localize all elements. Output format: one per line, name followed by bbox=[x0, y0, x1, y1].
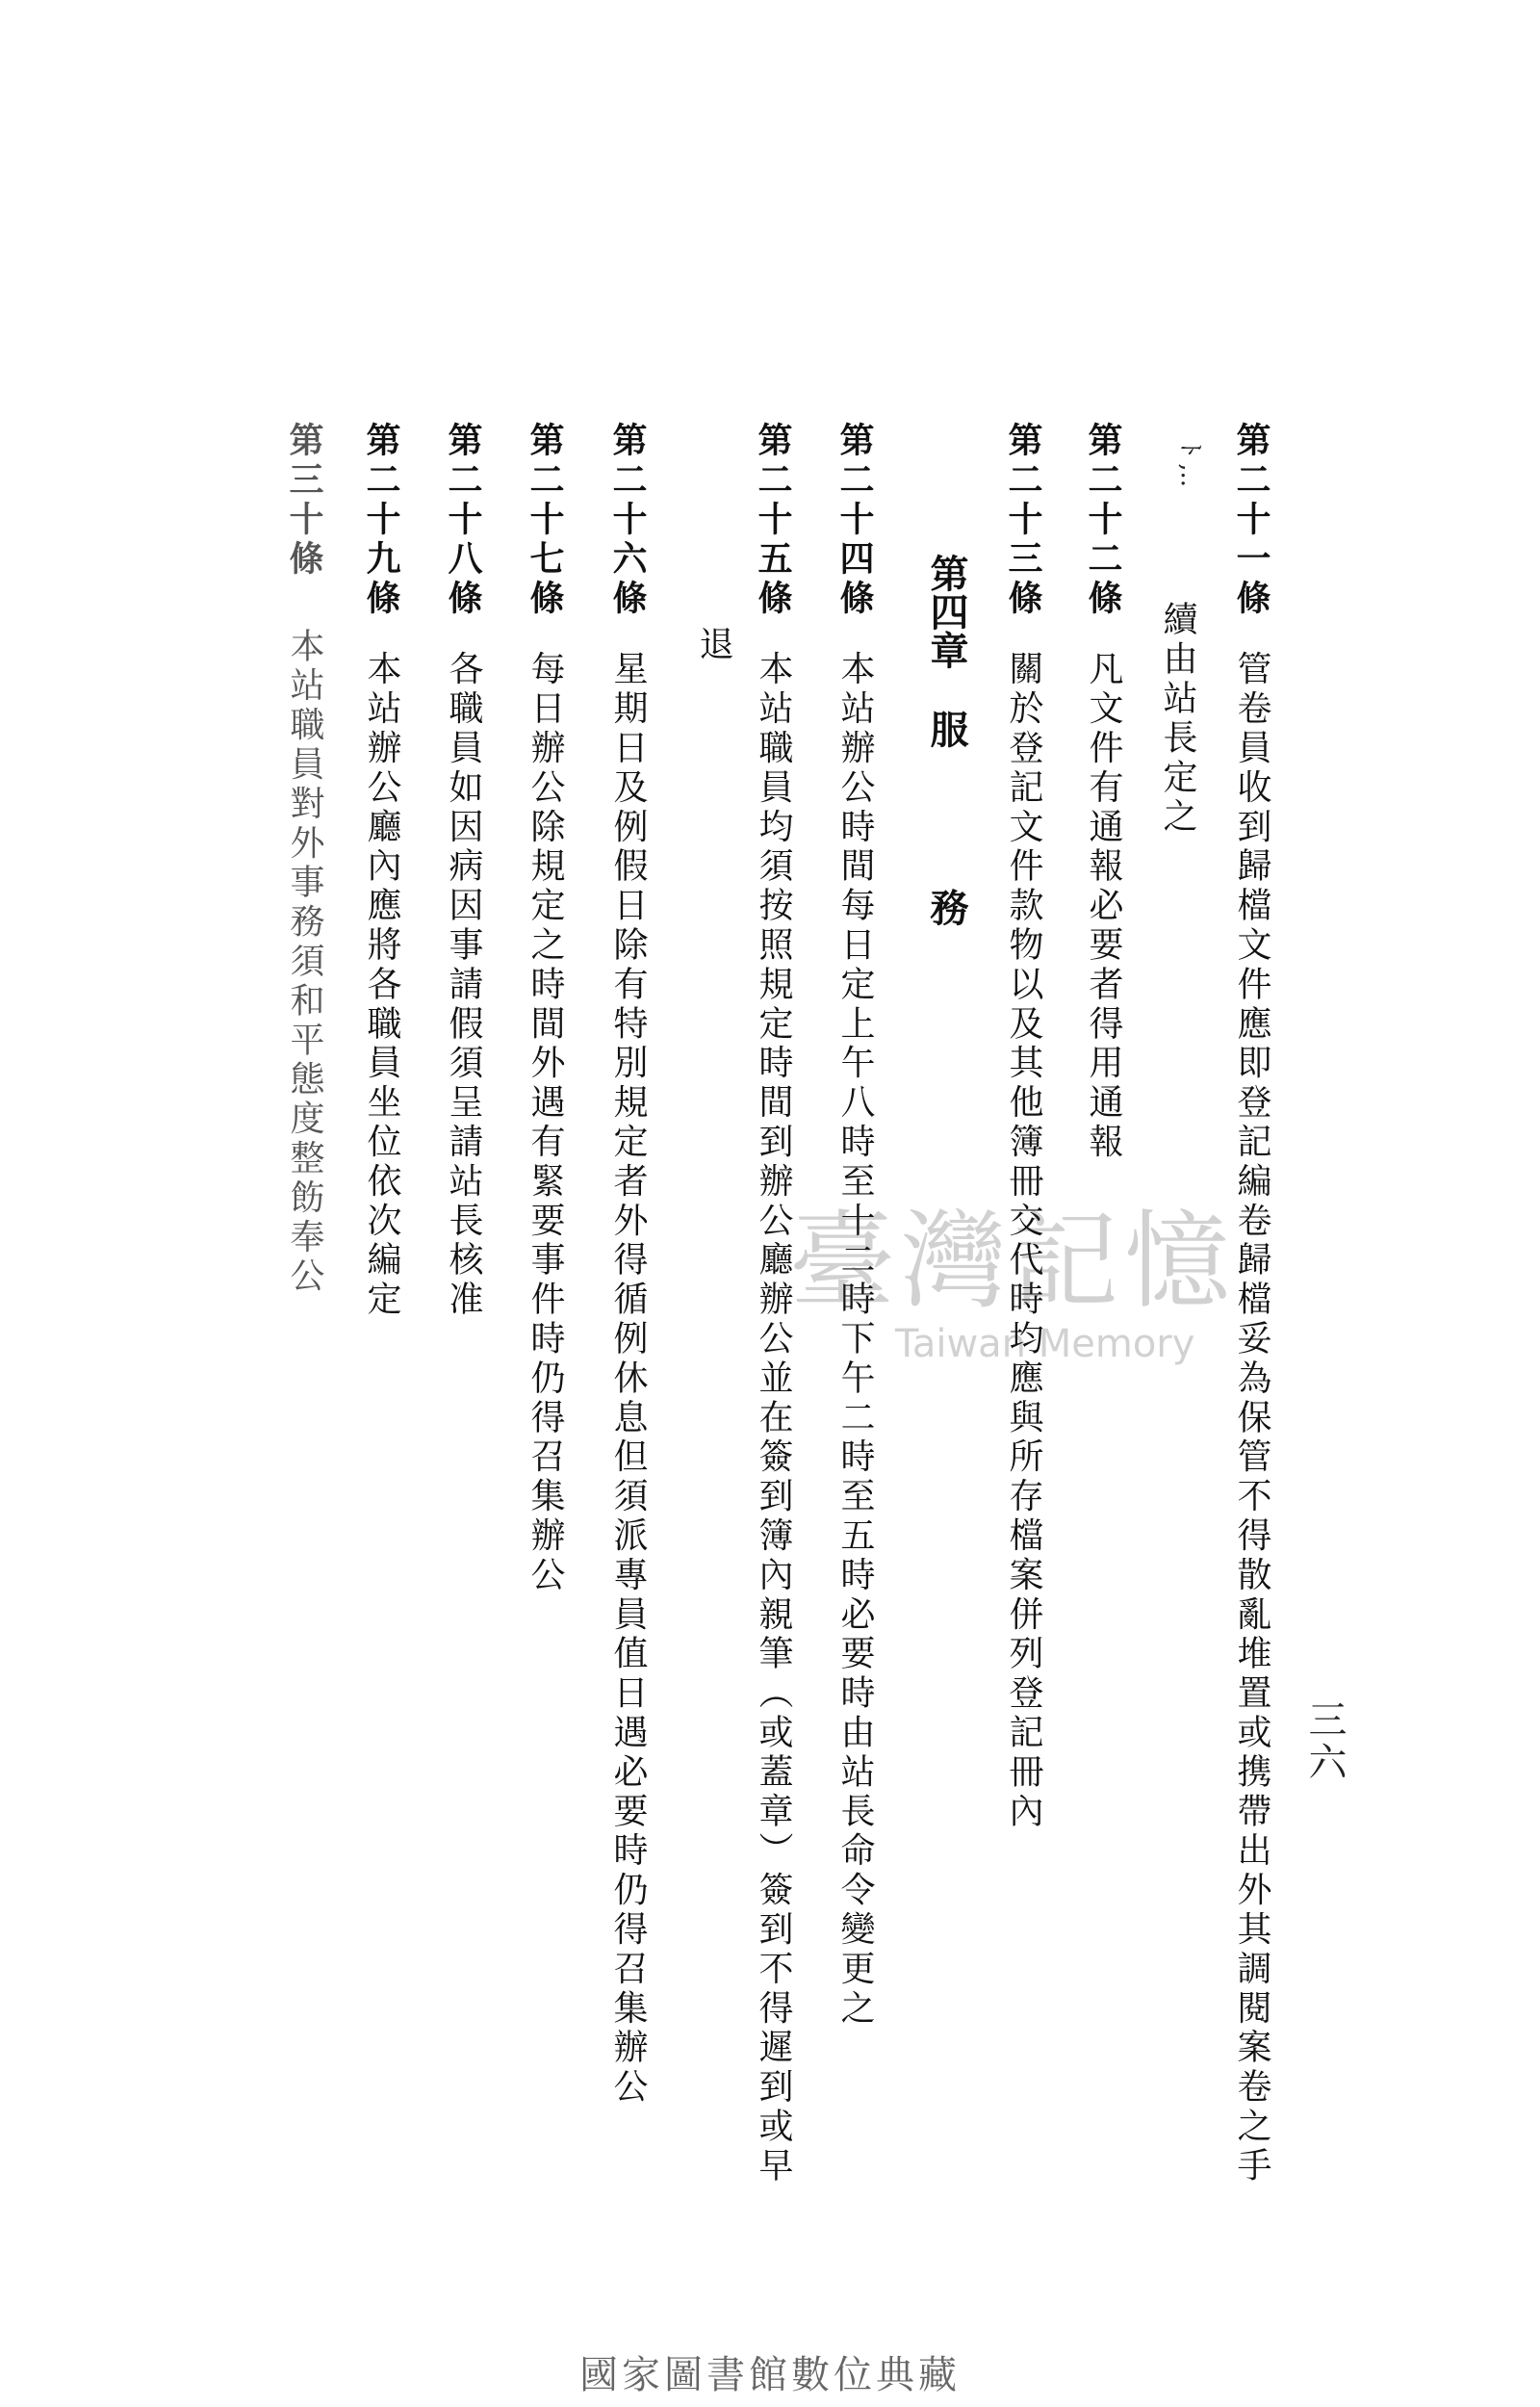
article-24-text: 本站辦公時間每日定上午八時至十二時下午二時至五時必要時由站長命令變更之 bbox=[835, 650, 875, 2029]
article-28-heading: 第二十八條 bbox=[443, 422, 483, 619]
article-28 bbox=[443, 422, 483, 1320]
watermark-chinese: 臺灣記憶 bbox=[789, 1200, 1236, 1323]
article-26-text: 星期日及例假日除有特別規定者外得循例休息但須派專員值日遇必要時仍得召集辦公 bbox=[608, 650, 648, 2108]
article-25 bbox=[753, 422, 793, 2187]
article-26 bbox=[607, 422, 648, 2108]
article-22-heading: 第二十二條 bbox=[1083, 422, 1123, 619]
chapter-number: 第四章 bbox=[924, 554, 969, 669]
article-27-heading: 第二十七條 bbox=[525, 422, 565, 619]
article-30-text: 本站職員對外事務須和平態度整飭奉公 bbox=[285, 627, 324, 1297]
footer-credit: 國家圖書館數位典藏 bbox=[579, 2353, 961, 2397]
page-number: 三六 bbox=[1302, 1699, 1347, 1784]
margin-mark: ﾄ ,.. bbox=[1175, 443, 1204, 488]
article-29 bbox=[361, 422, 401, 1320]
article-21-continued-text: 續由站長定之 bbox=[1158, 601, 1197, 838]
article-30-heading: 第三十條 bbox=[284, 422, 324, 580]
article-29-text: 本站辦公廳內應將各職員坐位依次編定 bbox=[362, 650, 401, 1320]
article-27 bbox=[525, 422, 565, 1596]
article-23 bbox=[1003, 422, 1043, 1832]
article-30 bbox=[284, 422, 324, 1297]
article-24 bbox=[834, 422, 875, 2029]
article-22 bbox=[1083, 422, 1123, 1163]
chapter-title-second: 務 bbox=[924, 888, 969, 926]
article-24-heading: 第二十四條 bbox=[834, 422, 875, 619]
article-29-heading: 第二十九條 bbox=[361, 422, 401, 619]
article-26-heading: 第二十六條 bbox=[607, 422, 648, 619]
article-21-text: 管卷員收到歸檔文件應即登記編卷歸檔妥為保管不得散亂堆置或携帶出外其調閱案卷之手 bbox=[1232, 650, 1271, 2187]
article-28-text: 各職員如因病因事請假須呈請站長核准 bbox=[444, 650, 483, 1320]
article-22-text: 凡文件有通報必要者得用通報 bbox=[1084, 650, 1123, 1163]
article-21-continued bbox=[1158, 601, 1197, 838]
chapter-heading bbox=[919, 554, 974, 926]
article-27-text: 每日辦公除規定之時間外遇有緊要事件時仍得召集辦公 bbox=[526, 650, 565, 1596]
article-25-heading: 第二十五條 bbox=[753, 422, 793, 619]
article-25-text: 本站職員均須按照規定時間到辦公廳辦公並在簽到簿內親筆（或蓋章）簽到不得遲到或早 bbox=[754, 650, 793, 2187]
article-25-tail: 退 bbox=[694, 626, 733, 660]
article-23-heading: 第二十三條 bbox=[1003, 422, 1043, 619]
chapter-title-first: 服 bbox=[924, 710, 969, 748]
article-21 bbox=[1231, 422, 1271, 2187]
article-21-heading: 第二十一條 bbox=[1231, 422, 1271, 619]
watermark-english: Taiwan Memory bbox=[895, 1322, 1195, 1366]
article-23-text: 關於登記文件款物以及其他簿冊交代時均應與所存檔案併列登記冊內 bbox=[1004, 650, 1043, 1832]
